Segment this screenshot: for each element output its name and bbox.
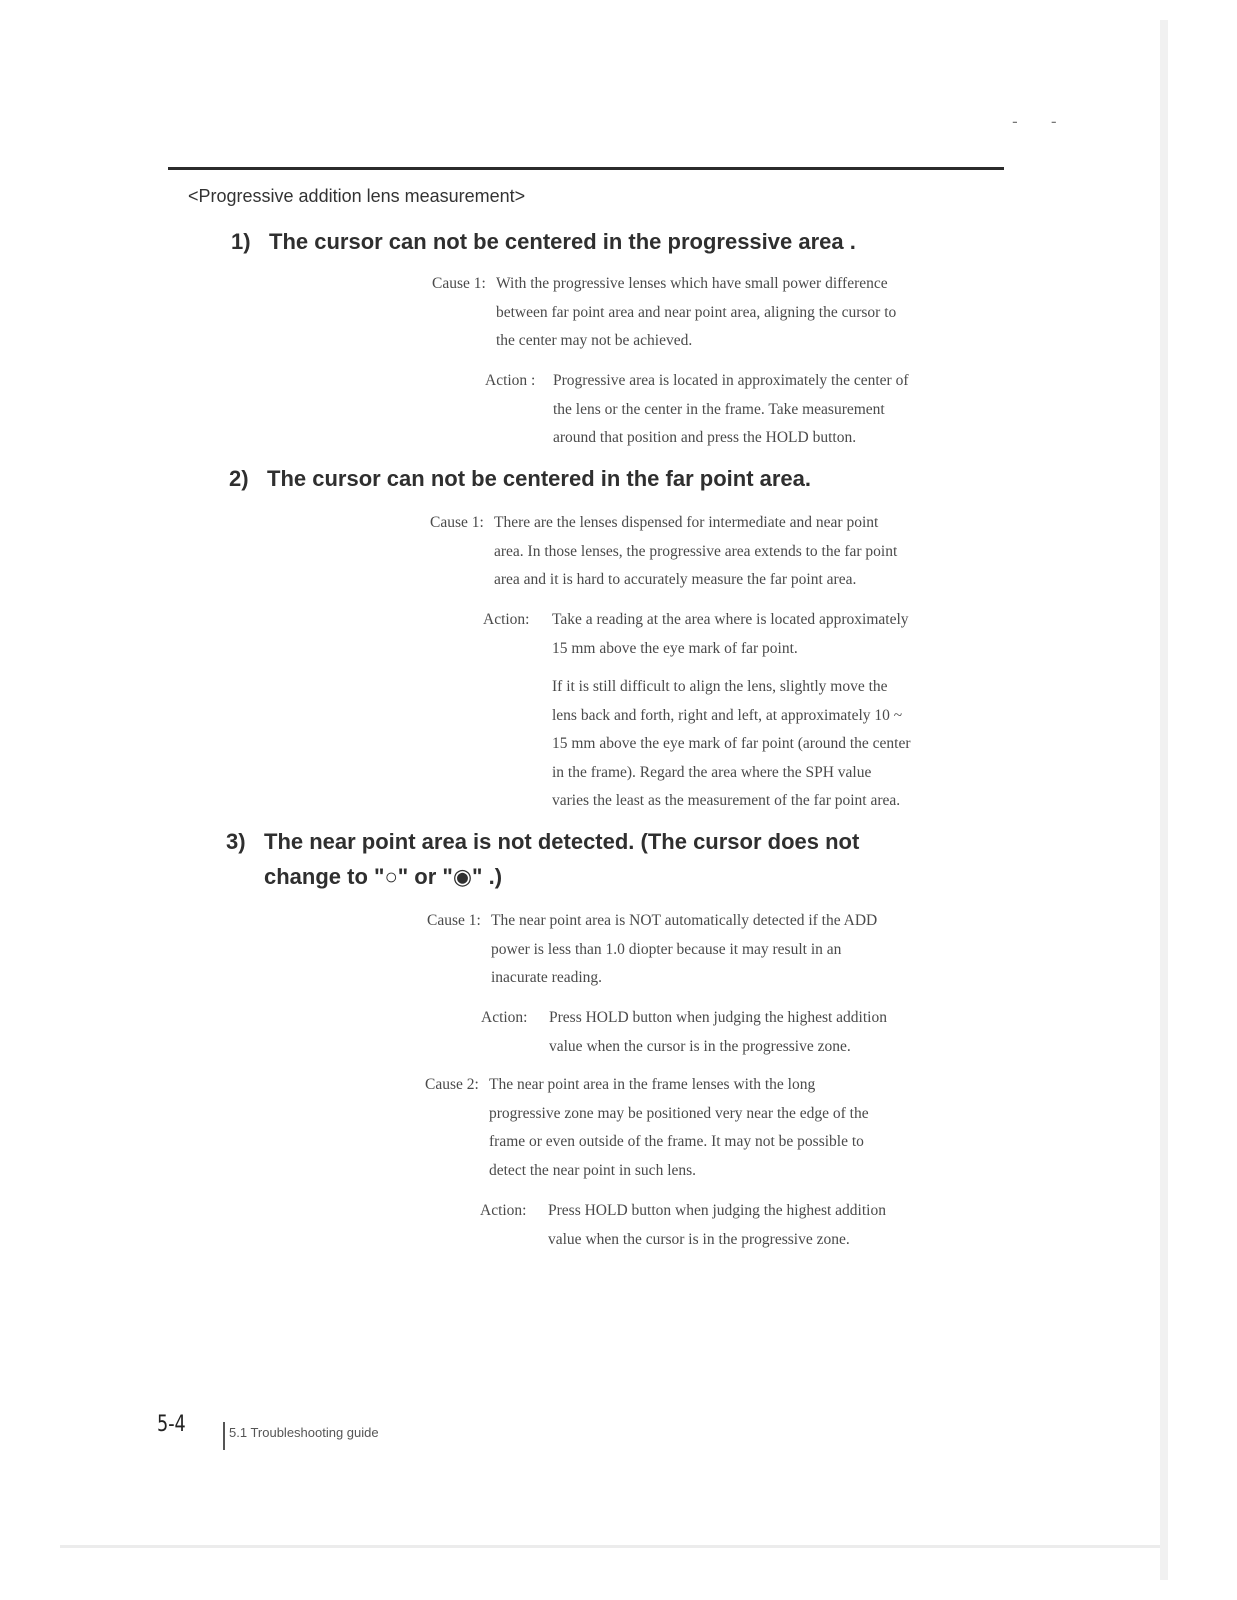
item-3-title-text: " or "	[397, 864, 453, 889]
item-2-action-extra	[552, 673, 911, 816]
scan-bottom-shadow	[60, 1545, 1160, 1548]
cause-line: With the progressive lenses which have small power difference	[496, 275, 888, 292]
action-line: value when the cursor is in the progressive zone.	[548, 1230, 850, 1248]
header-rule	[168, 167, 1004, 170]
cause-line: inacurate reading.	[491, 969, 603, 986]
action-extra-line: in the frame). Regard the area where the SPH value	[552, 763, 872, 781]
cause-line: between far point area and near point area, aligning the cursor to	[496, 303, 897, 321]
action-extra-line: lens back and forth, right and left, at approximately 10 ~	[552, 706, 903, 724]
item-3-title-text: change to "	[264, 864, 385, 889]
action-extra-line: varies the least as the measurement of the far point area.	[552, 792, 901, 809]
item-1-action	[485, 367, 909, 453]
filled-circle-icon: ◉	[452, 864, 473, 889]
cause-line: area. In those lenses, the progressive area extends to the far point	[494, 542, 898, 560]
cause-line: frame or even outside of the frame. It may not be possible to	[489, 1133, 864, 1150]
item-3-title-line-1: The near point area is not detected. (The cursor does not	[264, 829, 860, 854]
cause-label: Cause 2:	[425, 1076, 479, 1093]
action-line: around that position and press the HOLD button.	[553, 429, 857, 446]
cause-label: Cause 1:	[427, 912, 481, 929]
item-2-heading	[229, 462, 811, 496]
action-label: Action:	[483, 611, 530, 628]
item-3-heading-line-2	[264, 860, 502, 894]
page-number: 5-4	[157, 1412, 186, 1437]
action-line: value when the cursor is in the progressive zone.	[549, 1037, 851, 1055]
cause-line: There are the lenses dispensed for intermediate and near point	[494, 514, 879, 531]
action-label: Action:	[481, 1009, 528, 1026]
cause-label: Cause 1:	[430, 514, 484, 531]
section-title: <Progressive addition lens measurement>	[188, 186, 526, 206]
action-line: Press HOLD button when judging the highest addition	[549, 1009, 887, 1026]
item-2-action	[483, 606, 909, 663]
action-line: Progressive area is located in approximately the center of	[553, 372, 909, 389]
item-2-number: 2)	[229, 466, 249, 491]
action-extra-line: 15 mm above the eye mark of far point (around the center	[552, 735, 911, 752]
item-3-cause-1	[427, 907, 877, 993]
cause-line: The near point area in the frame lenses with the long	[489, 1076, 816, 1093]
item-2-title: The cursor can not be centered in the far point area.	[267, 466, 812, 491]
cause-line: the center may not be achieved.	[496, 332, 693, 349]
action-line: 15 mm above the eye mark of far point.	[552, 639, 798, 657]
item-2-cause-1	[430, 509, 897, 595]
action-line: Take a reading at the area where is located approximately	[552, 611, 909, 628]
item-1-heading	[231, 225, 856, 259]
scan-edge-shadow	[1160, 20, 1168, 1580]
action-label: Action:	[480, 1202, 527, 1219]
item-1-number: 1)	[231, 229, 251, 254]
action-line: Press HOLD button when judging the highest addition	[548, 1202, 886, 1219]
cause-line: The near point area is NOT automatically detected if the ADD	[491, 912, 878, 929]
item-3-number: 3)	[226, 829, 246, 854]
cause-label: Cause 1:	[432, 275, 486, 292]
cause-line: detect the near point in such lens.	[489, 1161, 697, 1179]
item-3-cause-2	[425, 1071, 869, 1185]
footer-divider	[223, 1422, 225, 1450]
footer-section-label: 5.1 Troubleshooting guide	[229, 1425, 379, 1440]
cause-line: area and it is hard to accurately measure the far point area.	[494, 571, 857, 588]
action-line: the lens or the center in the frame. Take measurement	[553, 400, 885, 418]
cause-line: power is less than 1.0 diopter because it may result in an	[491, 940, 842, 958]
item-1-title: The cursor can not be centered in the progressive area .	[269, 229, 856, 254]
action-label: Action :	[485, 372, 536, 389]
item-3-title-text: " .)	[472, 864, 503, 889]
action-extra-line: If it is still difficult to align the lens, slightly move the	[552, 678, 888, 695]
corner-marks: - -	[1012, 112, 1071, 131]
item-3-action-2	[480, 1197, 886, 1254]
item-3-heading	[226, 825, 859, 859]
open-circle-icon: ○	[384, 864, 398, 889]
item-1-cause-1	[432, 270, 896, 356]
cause-line: progressive zone may be positioned very near the edge of the	[489, 1104, 869, 1122]
item-3-action-1	[481, 1004, 887, 1061]
